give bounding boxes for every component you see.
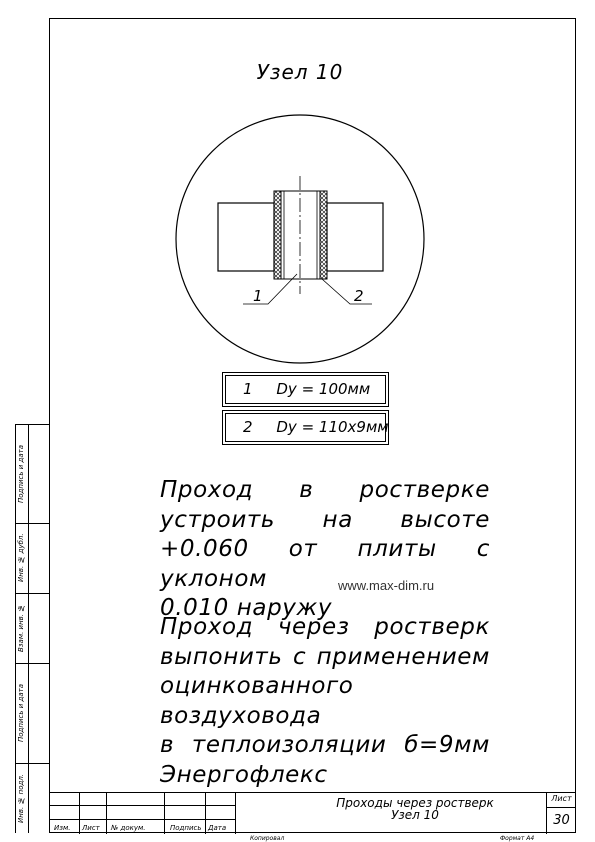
side-label-replace-inv: Взам. инв. № [17,603,25,653]
col-label-date: Дата [208,824,227,832]
node-title: Узел 10 [256,60,344,84]
side-label-signature-date-1: Подпись и дата [17,445,25,503]
note-line: +0.060 от плиты с уклоном [160,536,490,592]
footer-format: Формат А4 [500,835,535,842]
slab-right [327,203,383,271]
pipe [281,191,320,279]
footer-copied: Копировал [250,835,285,842]
note-line: оцинкованного воздуховода [160,673,354,729]
note-paragraph-1 [160,476,490,624]
watermark-url: www.max-dim.ru [338,578,435,593]
document-title-line-1: Проходы через ростверк [336,796,494,810]
leader-2 [322,279,372,304]
note-line: в теплоизоляции б=9мм [160,732,490,758]
callout-1: 1 [253,287,263,305]
sheet-number: 30 [553,813,570,828]
col-label-signature: Подпись [170,824,202,832]
spec-box-1 [222,372,389,407]
note-paragraph-2 [160,613,490,790]
col-label-doc-number: № докум. [111,824,146,832]
note-line: выпонить с применением [160,643,490,670]
spec-box-2 [222,410,389,445]
note-line: 0.010 наружу [160,595,333,621]
col-label-change: Изм. [54,824,71,832]
note-line: Энергофлекс [160,761,328,788]
side-label-signature-date-2: Подпись и дата [17,684,25,742]
sheet-label: Лист [551,794,572,803]
note-line: Проход через ростверк [160,614,490,640]
side-label-orig-inv: Инв. № подл. [17,773,25,823]
spec-text-1: 1 Dy = 100мм [225,375,386,404]
document-title-line-2: Узел 10 [391,808,439,822]
note-line: устроить на высоте [160,506,490,533]
side-label-dup-inv: Инв. № дубл. [17,533,25,583]
document-title [285,797,545,821]
col-label-sheet: Лист [82,824,100,832]
slab-left [218,203,274,271]
spec-text-2: 2 Dy = 110x9мм [225,413,386,442]
title-block [49,792,576,833]
note-line: Проход в ростверке [160,477,490,503]
callout-2: 2 [354,287,364,305]
insulation-right [320,191,327,279]
insulation-left [274,191,281,279]
